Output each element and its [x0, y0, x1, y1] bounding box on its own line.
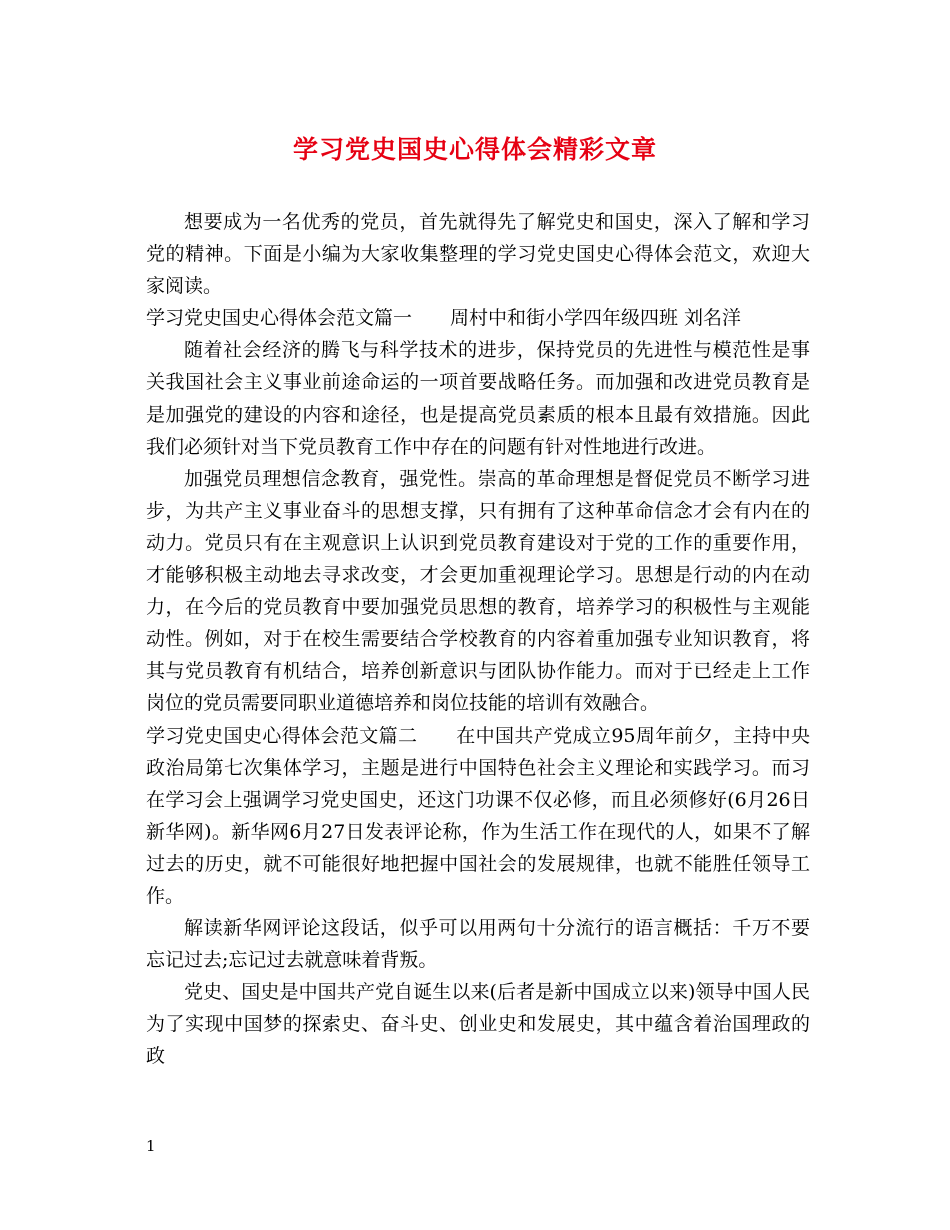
paragraph-intro: 想要成为一名优秀的党员，首先就得先了解党史和国史，深入了解和学习党的精神。下面是小编为大家收集整理的学习党史国史心得体会范文，欢迎大家阅读。	[146, 211, 810, 298]
page-number: 1	[146, 1137, 156, 1155]
section-heading-2: 学习党史国史心得体会范文篇二 在中国共产党成立95周年前夕，主持中央政治局第七次集体学习，主题是进行中国特色社会主义理论和实践学习。而习在学习会上强调学习党史国史，还这门功课不仅必修，而且必须修好(6月26日 新华网)。新华网6月27日发表评论称，作为生活工作在现代的人，如果不了解过去的历史，就不可能很好地把握中国社会的发展规律，也就不能胜任领导工作。	[146, 724, 810, 907]
paragraph: 加强党员理想信念教育，强党性。崇高的革命理想是督促党员不断学习进步，为共产主义事业奋斗的思想支撑，只有拥有了这种革命信念才会有内在的动力。党员只有在主观意识上认识到党员教育建设对于党的工作的重要作用，才能够积极主动地去寻求改变，才会更加重视理论学习。思想是行动的内在动力，在今后的党员教育中要加强党员思想的教育，培养学习的积极性与主观能动性。例如，对于在校生需要结合学校教育的内容着重加强专业知识教育，将其与党员教育有机结合，培养创新意识与团队协作能力。而对于已经走上工作岗位的党员需要同职业道德培养和岗位技能的培训有效融合。	[146, 467, 810, 715]
document-body	[146, 206, 810, 1073]
paragraph: 党史、国史是中国共产党自诞生以来(后者是新中国成立以来)领导中国人民为了实现中国梦的探索史、奋斗史、创业史和发展史，其中蕴含着治国理政的政	[146, 981, 810, 1068]
section-heading-1: 学习党史国史心得体会范文篇一 周村中和街小学四年级四班 刘名洋	[146, 307, 742, 330]
paragraph: 随着社会经济的腾飞与科学技术的进步，保持党员的先进性与模范性是事关我国社会主义事业前途命运的一项首要战略任务。而加强和改进党员教育是是加强党的建设的内容和途径，也是提高党员素质的根本且最有效措施。因此我们必须针对当下党员教育工作中存在的问题有针对性地进行改进。	[146, 339, 810, 458]
paragraph: 解读新华网评论这段话，似乎可以用两句十分流行的语言概括：千万不要忘记过去;忘记过去就意味着背叛。	[146, 917, 810, 972]
document-title: 学习党史国史心得体会精彩文章	[292, 135, 657, 164]
